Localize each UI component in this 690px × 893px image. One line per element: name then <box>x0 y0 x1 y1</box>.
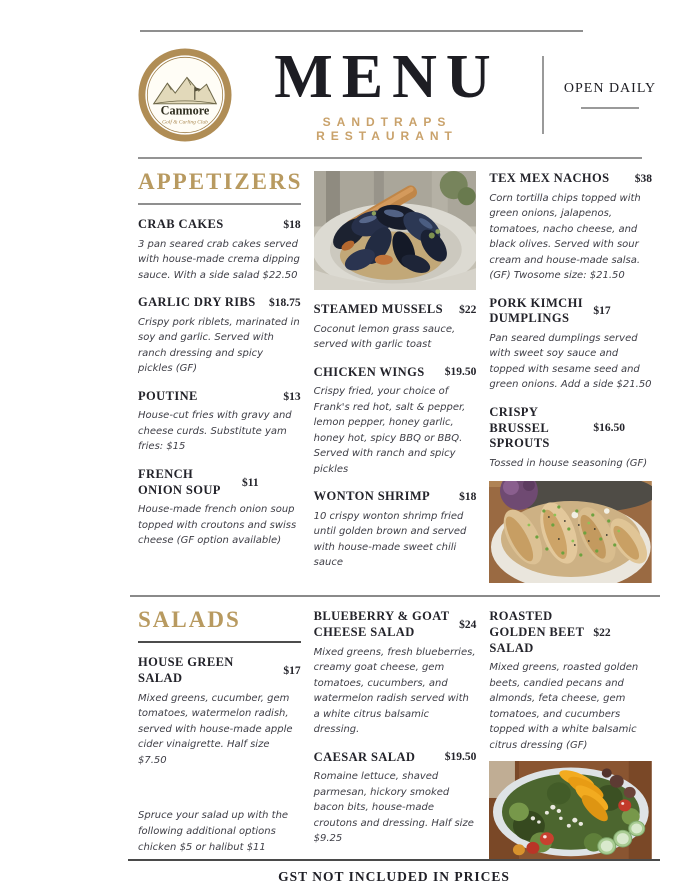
salads-col-left <box>138 605 301 866</box>
appetizers-heading-block <box>138 167 301 205</box>
item-price: $22 <box>459 303 477 316</box>
open-daily-badge <box>560 81 660 109</box>
restaurant-subtitle: SANDTRAPS RESTAURANT <box>316 115 458 143</box>
item-price: $24 <box>459 618 477 631</box>
menu-item-wonton-shrimp <box>314 489 477 571</box>
item-name: PORK KIMCHI DUMPLINGS <box>489 295 583 326</box>
menu-item-tex-mex-nachos <box>489 171 652 284</box>
item-name: TEX MEX NACHOS <box>489 171 610 185</box>
salads-heading-block <box>138 605 301 643</box>
item-description: Corn tortilla chips topped with green onions, jalapenos, tomatoes, nacho cheese, and black olives. Served with sour cream and house-made salsa.(GF) Twosome size: $21.50 <box>489 192 641 282</box>
item-price: $17 <box>283 664 301 677</box>
canmore-logo-icon <box>138 48 232 142</box>
item-price: $13 <box>283 390 301 403</box>
item-name: WONTON SHRIMP <box>313 489 431 504</box>
menu-footer <box>128 859 660 885</box>
menu-item-pork-kimchi-dumplings <box>489 296 652 393</box>
item-price: $16.50 <box>593 422 625 435</box>
item-name: CHICKEN WINGS <box>313 364 425 379</box>
menu-item-steamed-mussels <box>314 302 477 353</box>
item-description: Pan seared dumplings served with sweet soy sauce and topped with sesame seed and green onions. Add a side $21.50 <box>489 332 652 391</box>
salads-rule <box>138 641 301 643</box>
item-description: Romaine lettuce, shaved parmesan, hickory smoked bacon bits, house-made croutons and dressing. Half size $9.25 <box>313 771 474 845</box>
appetizers-section <box>138 167 652 583</box>
item-name: BLUEBERRY & GOAT CHEESE SALAD <box>313 609 450 639</box>
appetizers-col-right <box>489 167 652 583</box>
menu-item-blueberry-goat-cheese-salad <box>314 609 477 737</box>
steamed-mussels-photo <box>314 171 477 290</box>
top-rule <box>140 30 583 32</box>
menu-item-poutine <box>138 389 301 455</box>
roasted-beet-salad-photo <box>489 761 652 859</box>
canmore-logo <box>138 48 232 142</box>
item-price: $18 <box>459 491 477 504</box>
item-description: Crispy fried, your choice of Frank's red hot, salt & pepper, lemon pepper, honey garlic, honey hot, spicy BBQ or BBQ. Served with ranch and spicy pickles <box>313 386 466 475</box>
item-description: Mixed greens, roasted golden beets, candied pecans and almonds, feta cheese, gem tomatoes, and cucumbers topped with a white balsamic citrus dressing (GF) <box>489 662 639 751</box>
item-name: CRISPY BRUSSEL SPROUTS <box>489 404 550 451</box>
item-name: STEAMED MUSSELS <box>313 302 443 316</box>
page-title: MENU <box>274 43 500 111</box>
header-vertical-divider <box>542 56 544 134</box>
item-description: Mixed greens, cucumber, gem tomatoes, watermelon radish, served with house-made apple cider vinaigrette. Half size $7.50 <box>138 692 293 766</box>
item-description: Tossed in house seasoning (GF) <box>489 457 648 469</box>
logo-name: Canmore <box>160 103 210 118</box>
open-daily-underline <box>581 107 639 109</box>
title-block <box>248 43 526 143</box>
menu-item-crispy-brussel-sprouts <box>489 405 652 471</box>
appetizers-col-middle <box>314 167 477 583</box>
item-description: House-made french onion soup topped with croutons and swiss cheese (GF option available) <box>138 504 297 547</box>
section-divider <box>130 595 660 597</box>
appetizers-title: APPETIZERS <box>138 169 303 194</box>
item-price: $38 <box>634 172 652 185</box>
menu-item-garlic-dry-ribs <box>138 295 301 377</box>
appetizers-rule <box>138 203 301 205</box>
menu-item-house-green-salad <box>138 655 301 768</box>
item-description: 10 crispy wonton shrimp fried until golden brown and served with house-made sweet chili sauce <box>313 510 467 569</box>
item-name: GARLIC DRY RIBS <box>138 295 256 310</box>
salad-addons-note: Spruce your salad up with the following additional options chicken $5 or halibut $11 <box>138 810 289 853</box>
salads-col-middle <box>314 605 477 866</box>
menu-item-chicken-wings <box>314 365 477 478</box>
menu-item-caesar-salad <box>314 750 477 847</box>
item-price: $22 <box>593 626 611 639</box>
item-name: CRAB CAKES <box>138 217 224 231</box>
appetizers-col-left <box>138 167 301 583</box>
item-name: POUTINE <box>138 388 198 403</box>
menu-item-crab-cakes <box>138 217 301 283</box>
item-price: $18 <box>283 218 301 231</box>
salads-title: SALADS <box>138 607 241 633</box>
header-rule <box>138 157 642 159</box>
item-price: $19.50 <box>444 366 477 379</box>
pork-kimchi-dumplings-photo <box>489 481 652 583</box>
item-price: $19.50 <box>444 751 477 764</box>
salads-section <box>138 605 652 866</box>
item-name: HOUSE GREEN SALAD <box>138 655 234 685</box>
item-description: House-cut fries with gravy and cheese curds. Substitute yam fries: $15 <box>138 410 292 453</box>
menu-header <box>0 0 690 143</box>
item-price: $11 <box>242 476 259 489</box>
item-description: Coconut lemon grass sauce, served with garlic toast <box>313 323 456 351</box>
item-price: $17 <box>593 305 611 318</box>
gst-note: GST NOT INCLUDED IN PRICES <box>278 869 510 884</box>
item-description: 3 pan seared crab cakes served with house-made crema dipping sauce. With a side salad $22.50 <box>138 238 300 281</box>
logo-tagline: Golf & Curling Club <box>162 118 208 125</box>
open-daily-label: OPEN DAILY <box>563 80 657 96</box>
menu-item-french-onion-soup <box>138 467 301 549</box>
item-description: Crispy pork riblets, marinated in soy and garlic. Served with ranch dressing and spicy pickles (GF) <box>138 316 300 375</box>
item-name: FRENCH ONION SOUP <box>138 466 221 497</box>
item-name: CAESAR SALAD <box>313 749 416 764</box>
item-description: Mixed greens, fresh blueberries, creamy goat cheese, gem tomatoes, cucumbers, and watermelon radish served with a white citrus balsamic dressing. <box>313 646 476 735</box>
item-price: $18.75 <box>269 296 301 309</box>
item-name: ROASTED GOLDEN BEET SALAD <box>489 609 585 655</box>
footer-rule <box>128 859 660 861</box>
salads-col-right <box>489 605 652 866</box>
menu-item-roasted-golden-beet-salad <box>489 609 652 753</box>
